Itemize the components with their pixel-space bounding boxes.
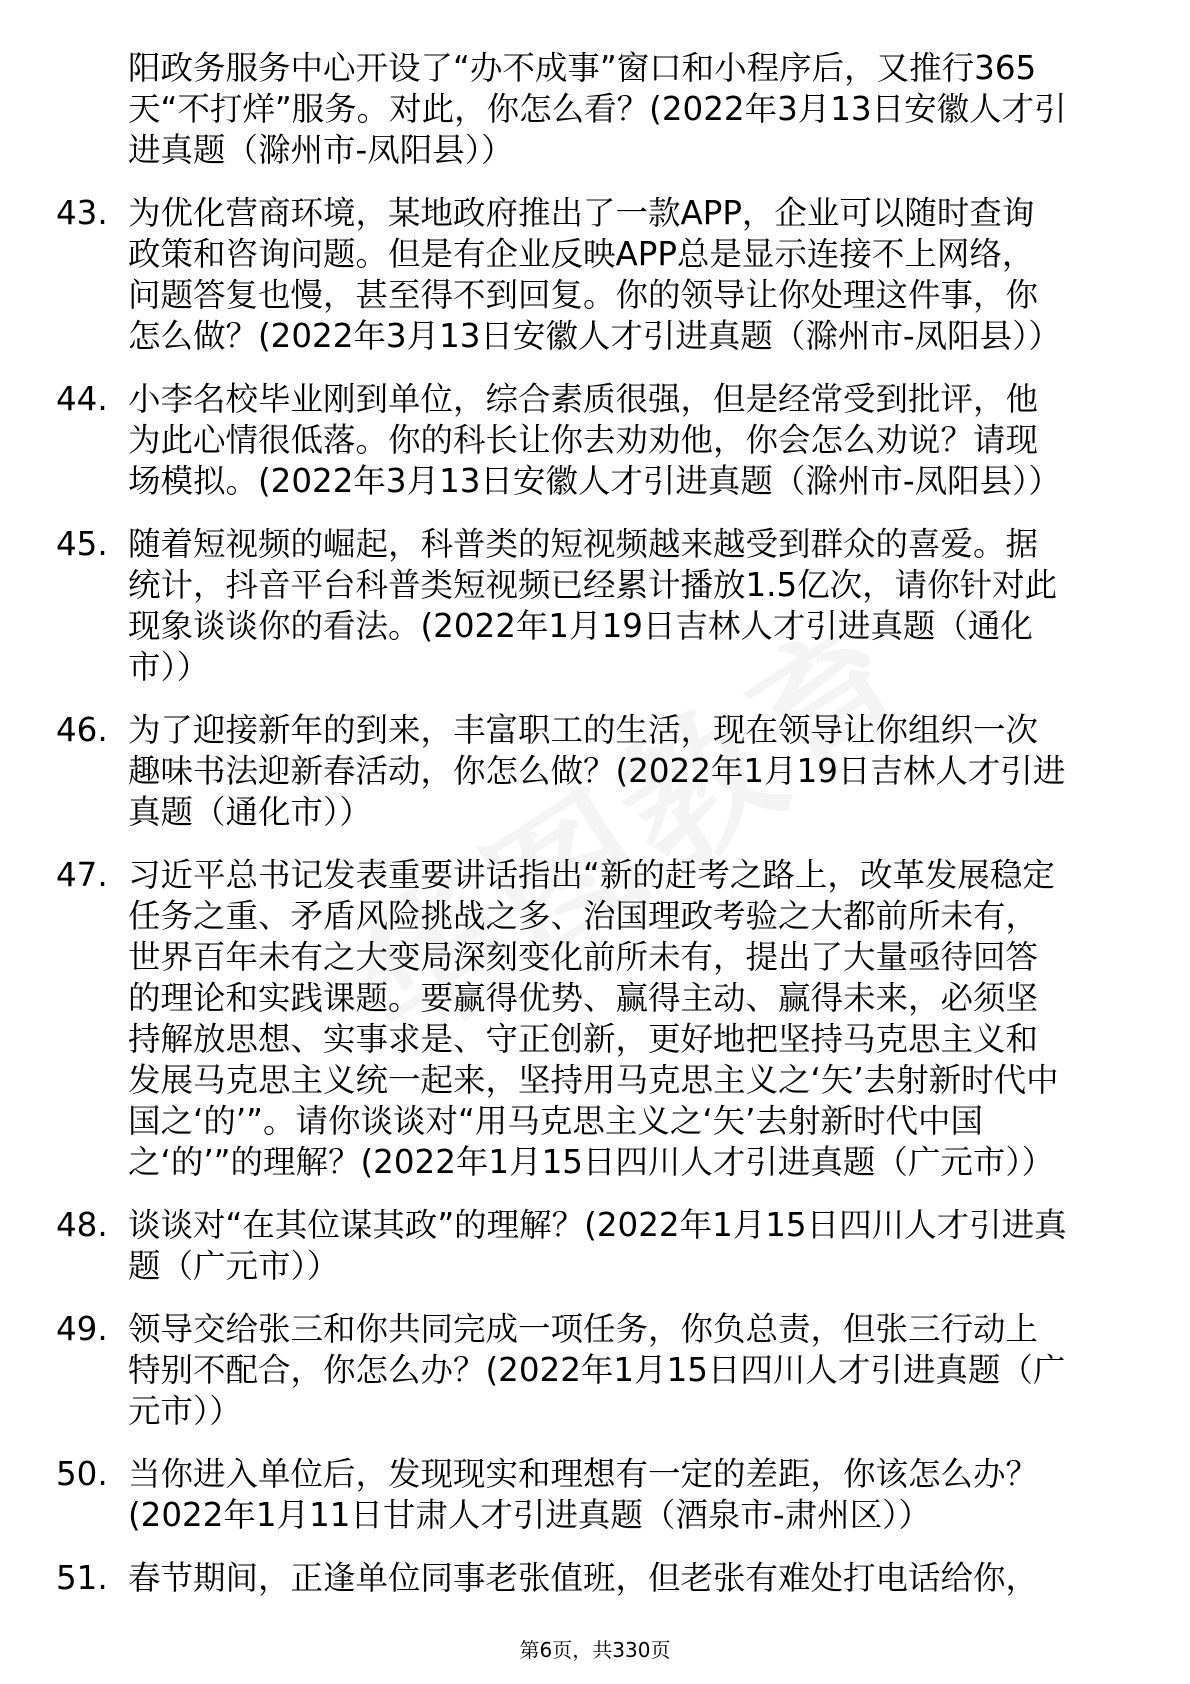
- question-item: [56, 1454, 1136, 1536]
- page-footer: 第6页，共330页: [519, 1638, 671, 1662]
- question-number: 49.: [56, 1310, 108, 1348]
- question-text: 谈谈对“在其位谋其政”的理解？(2022年1月15日四川人才引进真 题（广元市））: [128, 1206, 1067, 1285]
- question-text: 为了迎接新年的到来，丰富职工的生活，现在领导让你组织一次 趣味书法迎新春活动，你怎么做？(2022年1月19日吉林人才引进 真题（通化市））: [128, 711, 1066, 831]
- question-item: [56, 1558, 1136, 1599]
- question-number: 51.: [56, 1559, 108, 1597]
- question-text: 阳政务服务中心开设了“办不成事”窗口和小程序后，又推行365 天“不打烊”服务。对此，你怎么看？(2022年3月13日安徽人才引 进真题（滁州市-凤阳县））: [128, 49, 1067, 169]
- question-item: [56, 379, 1136, 502]
- question-number: 47.: [56, 856, 108, 894]
- question-text: 春节期间，正逢单位同事老张值班，但老张有难处打电话给你，: [128, 1559, 1039, 1597]
- question-text: 小李名校毕业刚到单位，综合素质很强，但是经常受到批评，他 为此心情很低落。你的科长让你去劝劝他，你会怎么劝说？请现 场模拟。(2022年3月13日安徽人才引进真题（滁州市-凤阳县））: [128, 380, 1061, 500]
- question-item: [56, 48, 1136, 171]
- question-item: [56, 710, 1136, 833]
- question-text: 当你进入单位后，发现现实和理想有一定的差距，你该怎么办？ (2022年1月11日甘肃人才引进真题（酒泉市-肃州区））: [128, 1455, 1039, 1534]
- question-text: 为优化营商环境，某地政府推出了一款APP，企业可以随时查询 政策和咨询问题。但是有企业反映APP总是显示连接不上网络， 问题答复也慢，甚至得不到回复。你的领导让你处理这件事，你 怎么做？(2022年3月13日安徽人才引进真题（滁州市-凤阳县））: [128, 194, 1061, 355]
- question-number: 50.: [56, 1455, 108, 1493]
- question-number: 45.: [56, 525, 108, 563]
- question-text: 随着短视频的崛起，科普类的短视频越来越受到群众的喜爱。据 统计，抖音平台科普类短视频已经累计播放1.5亿次，请你针对此 现象谈谈你的看法。(2022年1月19日吉林人才引进真题（通化 市））: [128, 525, 1058, 686]
- question-number: [56, 48, 128, 171]
- question-number: 44.: [56, 380, 108, 418]
- question-text: 领导交给张三和你共同完成一项任务，你负总责，但张三行动上 特别不配合，你怎么办？(2022年1月15日四川人才引进真题（广 元市））: [128, 1310, 1066, 1430]
- question-item: [56, 524, 1136, 688]
- question-number: 43.: [56, 194, 108, 232]
- question-number: 48.: [56, 1206, 108, 1244]
- question-item: [56, 1309, 1136, 1432]
- question-item: [56, 855, 1136, 1183]
- question-item: [56, 193, 1136, 357]
- question-number: 46.: [56, 711, 108, 749]
- question-item: [56, 1205, 1136, 1287]
- question-text: 习近平总书记发表重要讲话指出“新的赶考之路上，改革发展稳定 任务之重、矛盾风险挑战之多、治国理政考验之大都前所未有， 世界百年未有之大变局深刻变化前所未有，提出了大量亟待回答 的理论和实践课题。要赢得优势、赢得主动、赢得未来，必须坚 持解放思想、实事求是、守正创新，更好地把坚持马克思主义和 发展马克思主义统一起来，坚持用马克思主义之‘矢’去射新时代中 国之‘的’”。请你谈谈对“用马克思主义之‘矢’去射新时代中国 之‘的’”的理解？(2022年1月15日四川人才引进真题（广元市））: [128, 856, 1059, 1181]
- question-list: [56, 48, 1136, 1621]
